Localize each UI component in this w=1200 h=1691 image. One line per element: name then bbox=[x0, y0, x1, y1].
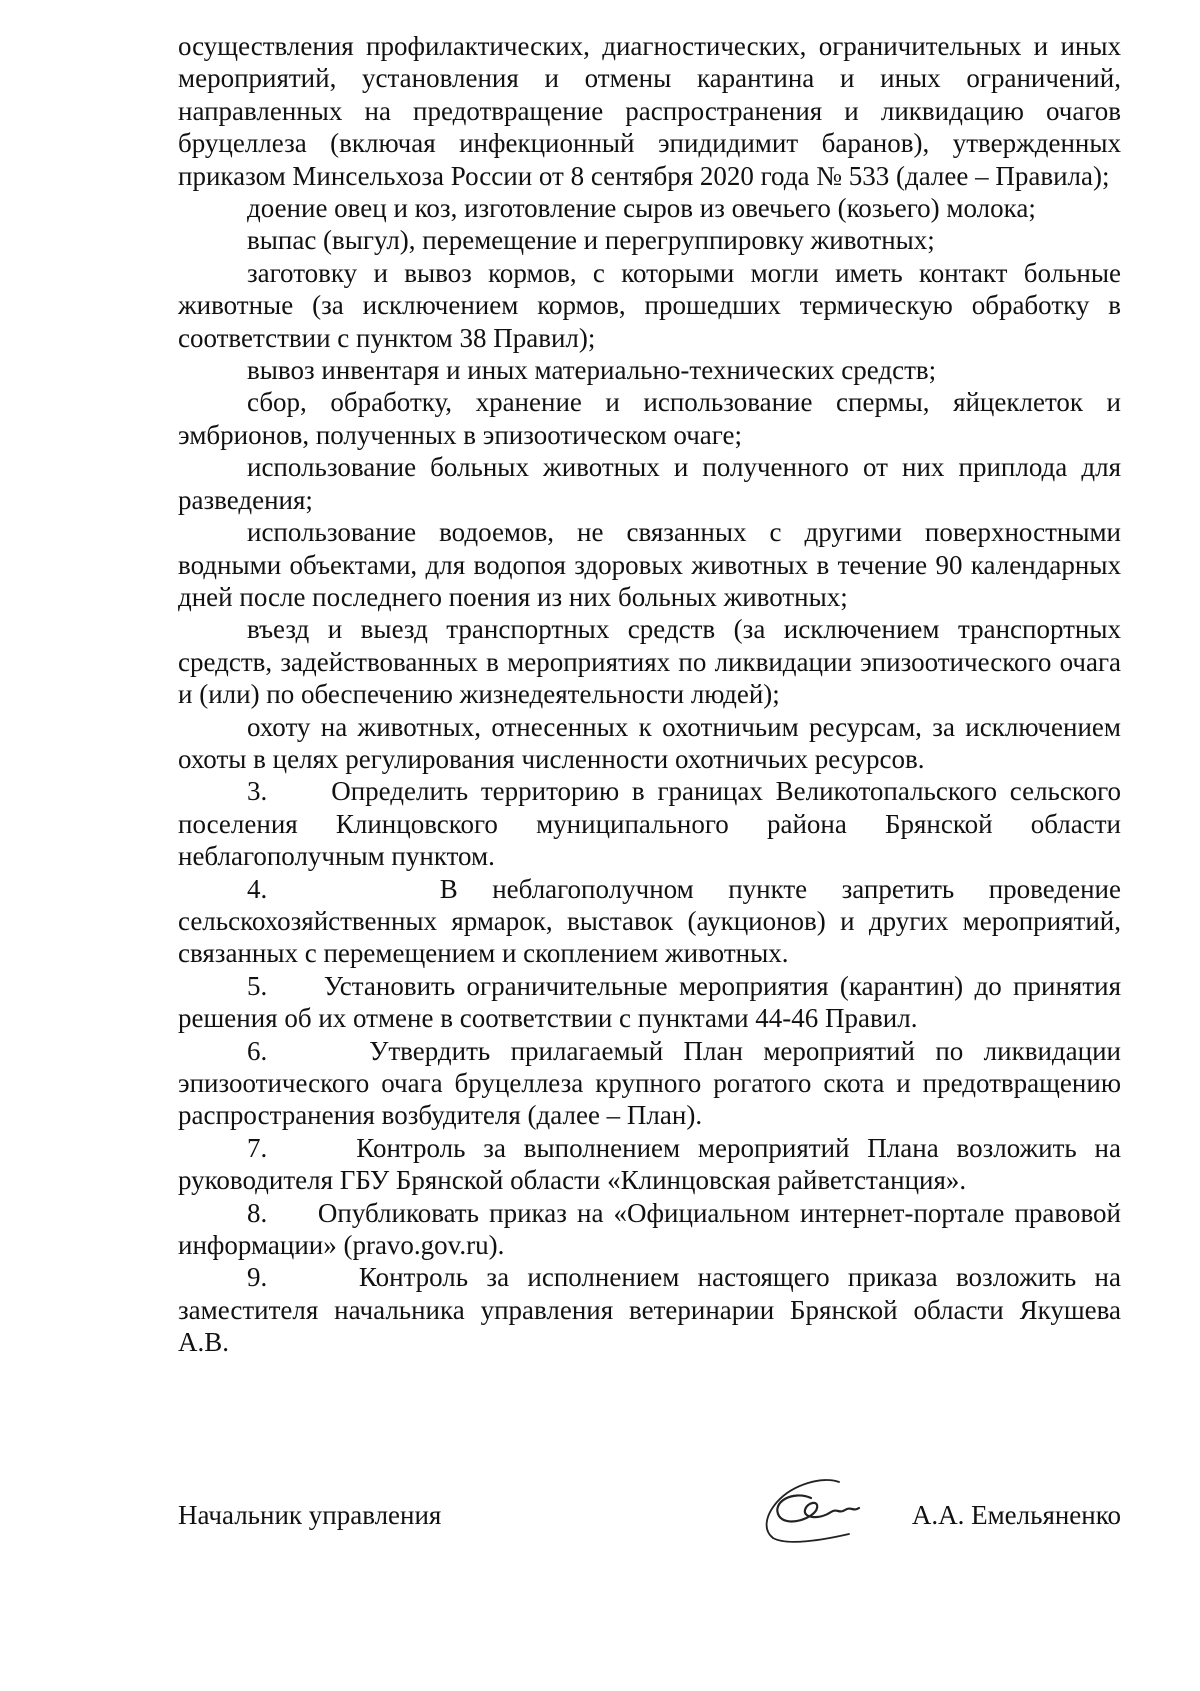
paragraph-breeding: использование больных животных и полученного от них приплода для разведения; bbox=[178, 452, 1121, 515]
paragraph-item-3: 3. Определить территорию в границах Великотопальского сельского поселения Клинцовского муниципального района Брянской области неблагополучным пунктом. bbox=[178, 776, 1121, 872]
paragraph-item-8: 8. Опубликовать приказ на «Официальном интернет-портале правовой информации» (pravo.gov.ru). bbox=[178, 1197, 1121, 1261]
paragraph-milking: доение овец и коз, изготовление сыров из овечьего (козьего) молока; bbox=[247, 193, 1036, 224]
signatory-name: А.А. Емельяненко bbox=[911, 1500, 1121, 1530]
paragraph-water: использование водоемов, не связанных с другими поверхностными водными объектами, для водопоя здоровых животных в течение 90 календарных дней после последнего поения из них больных животных; bbox=[178, 517, 1121, 612]
paragraph-intro-continuation: осуществления профилактических, диагностических, ограничительных и иных мероприятий, установления и отмены карантина и иных ограничений, направленных на предотвращение распространения и ликвидацию очагов бруцеллеза (включая инфекционный эпидидимит баранов), утвержденных приказом Минсельхоза России от 8 сентября 2020 года № 533 (далее – Правила); bbox=[178, 31, 1121, 191]
paragraph-sperm: сбор, обработку, хранение и использование спермы, яйцеклеток и эмбрионов, полученных в эпизоотическом очаге; bbox=[178, 387, 1121, 450]
paragraph-item-9: 9. Контроль за исполнением настоящего приказа возложить на заместителя начальника управления ветеринарии Брянской области Якушева А.В. bbox=[178, 1262, 1121, 1358]
signature-block bbox=[178, 1478, 1121, 1538]
document-body bbox=[178, 30, 1121, 1359]
paragraph-item-4: 4. В неблагополучном пункте запретить проведение сельскохозяйственных ярмарок, выставок (аукционов) и других мероприятий, связанных с перемещением и скоплением животных. bbox=[178, 873, 1121, 969]
paragraph-transport: въезд и выезд транспортных средств (за исключением транспортных средств, задействованных в мероприятиях по ликвидации эпизоотического очага и (или) по обеспечению жизнедеятельности людей); bbox=[178, 614, 1121, 710]
handwritten-signature bbox=[753, 1468, 883, 1548]
paragraph-inventory: вывоз инвентаря и иных материально-технических средств; bbox=[247, 355, 937, 386]
paragraph-item-6: 6. Утвердить прилагаемый План мероприятий по ликвидации эпизоотического очага бруцеллеза крупного рогатого скота и предотвращению распространения возбудителя (далее – План). bbox=[178, 1035, 1121, 1131]
paragraph-feed: заготовку и вывоз кормов, с которыми могли иметь контакт больные животные (за исключением кормов, прошедших термическую обработку в соответствии с пунктом 38 Правил); bbox=[178, 257, 1121, 353]
paragraph-item-5: 5. Установить ограничительные мероприятия (карантин) до принятия решения об их отмене в соответствии с пунктами 44-46 Правил. bbox=[178, 970, 1121, 1034]
paragraph-grazing: выпас (выгул), перемещение и перегруппировку животных; bbox=[247, 225, 935, 256]
signatory-title: Начальник управления bbox=[178, 1500, 442, 1530]
paragraph-item-7: 7. Контроль за выполнением мероприятий Плана возложить на руководителя ГБУ Брянской области «Клинцовская райветстанция». bbox=[178, 1132, 1121, 1196]
paragraph-hunting: охоту на животных, отнесенных к охотничьим ресурсам, за исключением охоты в целях регулирования численности охотничьих ресурсов. bbox=[178, 711, 1121, 774]
